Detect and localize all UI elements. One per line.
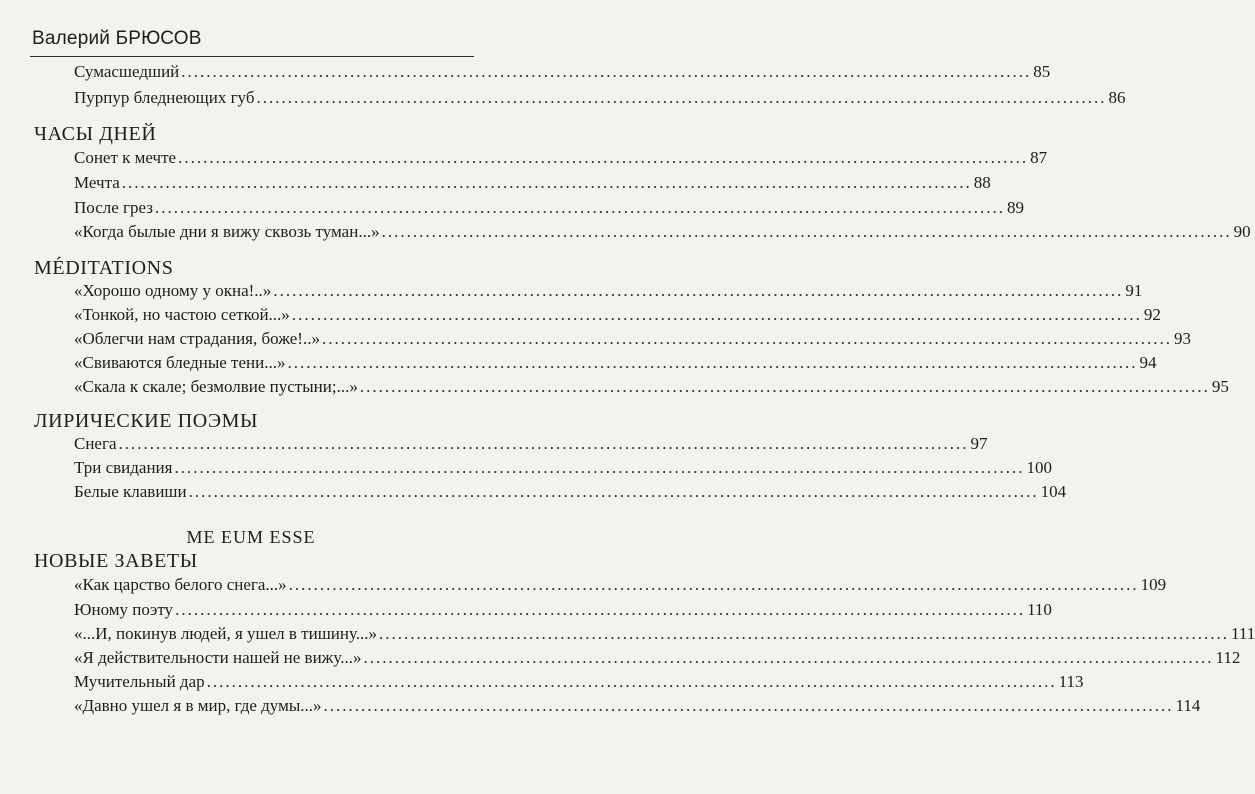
entry-title: «...И, покинув людей, я ушел в тишину...»	[74, 624, 378, 643]
dot-leader: ........................................................................................................................................	[154, 198, 1005, 217]
entry-title: «Когда былые дни я вижу сквозь туман...»	[74, 222, 380, 241]
entry-title: Сонет к мечте	[74, 148, 177, 167]
dot-leader: ........................................................................................................................................	[121, 173, 972, 192]
entry-page: 104	[1040, 482, 1067, 501]
entry-page: 95	[1211, 377, 1229, 396]
toc-entry	[74, 458, 1052, 482]
toc-entry	[74, 353, 1157, 377]
entry-title: После грез	[74, 198, 153, 217]
dot-leader: ........................................................................................................................................	[256, 88, 1107, 107]
dot-leader: ........................................................................................................................................	[381, 222, 1232, 241]
toc-entry	[74, 575, 1167, 599]
dot-leader: ........................................................................................................................................	[118, 434, 969, 453]
toc-entry	[74, 624, 1255, 648]
dot-leader: ........................................................................................................................................	[174, 458, 1025, 477]
entry-title: «Облегчи нам страдания, боже!..»	[74, 329, 320, 348]
section-title: ЧАСЫ ДНЕЙ	[34, 123, 157, 145]
section-title: НОВЫЕ ЗАВЕТЫ	[34, 550, 198, 572]
entry-page: 97	[970, 434, 988, 453]
toc-entry	[74, 329, 1191, 353]
entry-title: «Как царство белого снега...»	[74, 575, 287, 594]
entry-page: 94	[1139, 353, 1157, 372]
entry-page: 91	[1125, 281, 1143, 300]
toc-entry	[74, 434, 988, 458]
toc-entry	[74, 88, 1126, 112]
toc-entry	[74, 281, 1143, 305]
entry-page: 88	[973, 173, 991, 192]
entry-title: «Скала к скале; безмолвие пустыни;...»	[74, 377, 358, 396]
entry-page: 87	[1030, 148, 1048, 167]
header-rule	[30, 56, 474, 57]
entry-title: Мучительный дар	[74, 672, 205, 691]
dot-leader: ........................................................................................................................................	[379, 624, 1230, 643]
entry-page: 109	[1140, 575, 1167, 594]
entry-title: Юному поэту	[74, 600, 174, 619]
section-title: ЛИРИЧЕСКИЕ ПОЭМЫ	[34, 410, 259, 432]
running-head: Валерий БРЮСОВ	[32, 28, 202, 49]
entry-page: 92	[1143, 305, 1161, 324]
toc-entry	[74, 198, 1024, 222]
dot-leader: ........................................................................................................................................	[178, 148, 1029, 167]
toc-entry	[74, 648, 1241, 672]
entry-page: 110	[1027, 600, 1052, 619]
entry-title: Три свидания	[74, 458, 173, 477]
dot-leader: ........................................................................................................................................	[321, 329, 1172, 348]
toc-entry	[74, 672, 1084, 696]
toc-entry	[74, 148, 1048, 172]
entry-title: Сумасшедший	[74, 62, 180, 81]
dot-leader: ........................................................................................................................................	[175, 600, 1026, 619]
entry-page: 111	[1231, 624, 1255, 643]
dot-leader: ........................................................................................................................................	[181, 62, 1032, 81]
entry-page: 85	[1033, 62, 1051, 81]
entry-page: 112	[1215, 648, 1241, 667]
entry-title: «Тонкой, но частою сеткой...»	[74, 305, 290, 324]
entry-page: 113	[1058, 672, 1084, 691]
part-title: ME EUM ESSE	[186, 527, 316, 547]
dot-leader: ........................................................................................................................................	[363, 648, 1214, 667]
toc-entry	[74, 482, 1067, 506]
entry-page: 89	[1006, 198, 1024, 217]
entry-title: «Хорошо одному у окна!..»	[74, 281, 272, 300]
entry-page: 86	[1108, 88, 1126, 107]
entry-title: «Я действительности нашей не вижу...»	[74, 648, 362, 667]
entry-page: 93	[1173, 329, 1191, 348]
toc-entry	[74, 377, 1229, 401]
dot-leader: ........................................................................................................................................	[359, 377, 1210, 396]
dot-leader: ........................................................................................................................................	[188, 482, 1039, 501]
dot-leader: ........................................................................................................................................	[291, 305, 1142, 324]
entry-page: 100	[1026, 458, 1052, 477]
entry-title: Пурпур бледнеющих губ	[74, 88, 255, 107]
section-title: MÉDITATIONS	[34, 257, 174, 279]
dot-leader: ........................................................................................................................................	[323, 696, 1174, 715]
toc-entry	[74, 600, 1052, 624]
dot-leader: ........................................................................................................................................	[288, 575, 1139, 594]
entry-title: Мечта	[74, 173, 120, 192]
entry-page: 114	[1175, 696, 1201, 715]
entry-title: Белые клавиши	[74, 482, 187, 501]
entry-title: Снега	[74, 434, 117, 453]
dot-leader: ........................................................................................................................................	[273, 281, 1124, 300]
dot-leader: ........................................................................................................................................	[287, 353, 1138, 372]
entry-title: «Свиваются бледные тени...»	[74, 353, 286, 372]
toc-entry	[74, 696, 1201, 720]
toc-entry	[74, 62, 1051, 86]
dot-leader: ........................................................................................................................................	[206, 672, 1057, 691]
entry-title: «Давно ушел я в мир, где думы...»	[74, 696, 322, 715]
toc-entry	[74, 173, 991, 197]
toc-entry	[74, 222, 1251, 246]
toc-entry	[74, 305, 1161, 329]
entry-page: 90	[1233, 222, 1251, 241]
